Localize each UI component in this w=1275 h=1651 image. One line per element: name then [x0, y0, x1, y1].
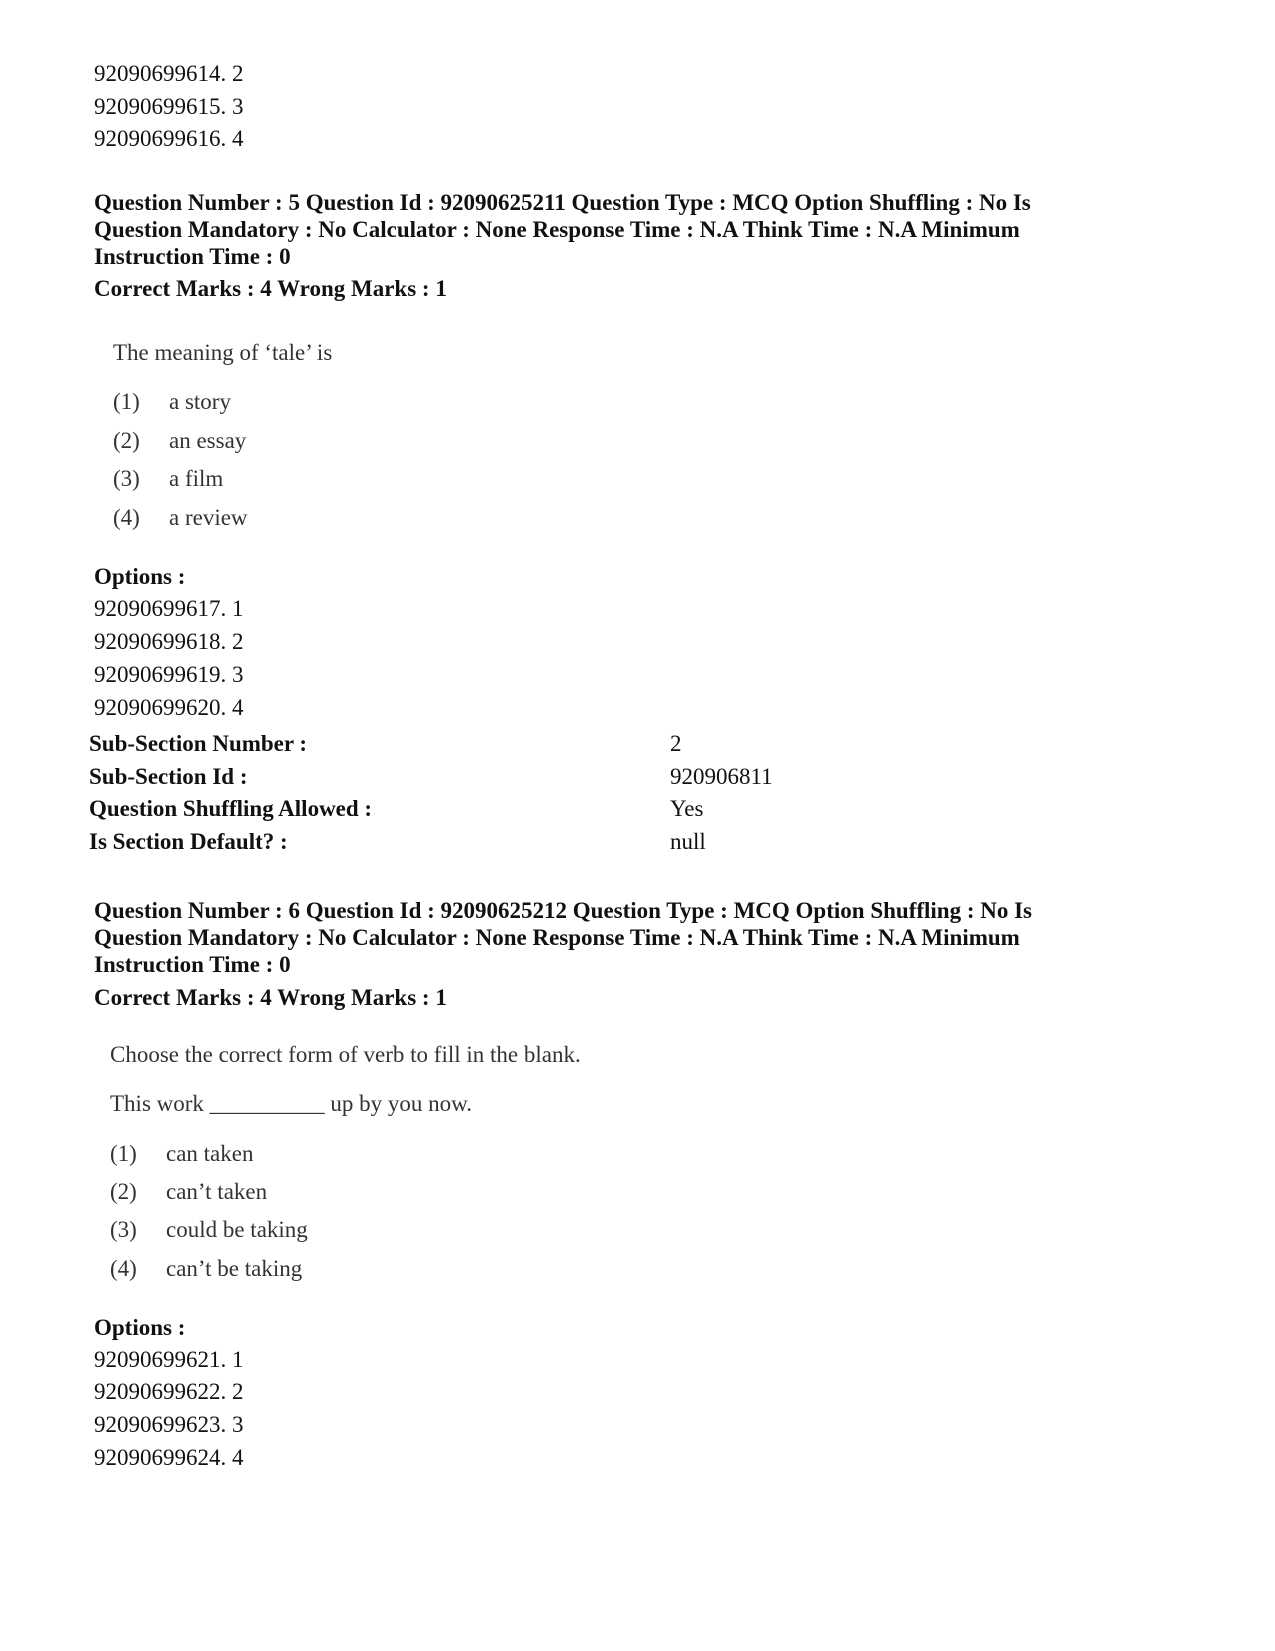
question-5-meta	[94, 189, 1194, 270]
question-6-sentence	[110, 1091, 472, 1117]
sentence-end: up by you now.	[330, 1091, 473, 1116]
subsection-value: 2	[670, 731, 682, 756]
option-line: 92090699621. 1	[94, 1347, 244, 1372]
choice-number: (1)	[113, 389, 140, 414]
subsection-value: Yes	[670, 796, 704, 821]
meta-line: Question Mandatory : No Calculator : None Response Time : N.A Think Time : N.A Minimum	[94, 925, 1020, 950]
meta-line: Question Mandatory : No Calculator : None Response Time : N.A Think Time : N.A Minimum	[94, 217, 1020, 242]
sentence-start: This work	[110, 1091, 204, 1116]
meta-line: Instruction Time : 0	[94, 244, 291, 269]
option-line: 92090699615. 3	[94, 94, 244, 119]
subsection-label: Is Section Default? :	[89, 829, 288, 854]
choice-number: (3)	[110, 1217, 137, 1242]
choice-number: (4)	[113, 505, 140, 530]
choice-text: an essay	[169, 428, 247, 453]
options-label: Options :	[94, 564, 186, 589]
meta-line: Question Number : 6 Question Id : 92090625212 Question Type : MCQ Option Shuffling : No Is	[94, 898, 1033, 923]
sentence-blank: __________	[209, 1091, 325, 1116]
question-5-stem: The meaning of ‘tale’ is	[113, 340, 333, 365]
choice-number: (3)	[113, 466, 140, 491]
choice-number: (1)	[110, 1141, 137, 1166]
option-line: 92090699623. 3	[94, 1412, 244, 1437]
choice-text: can taken	[166, 1141, 254, 1166]
meta-line: Instruction Time : 0	[94, 952, 291, 977]
choice-text: a film	[169, 466, 224, 491]
subsection-value: null	[670, 829, 706, 854]
choice-text: could be taking	[166, 1217, 308, 1242]
option-line: 92090699619. 3	[94, 662, 244, 687]
subsection-label: Sub-Section Number :	[89, 731, 308, 756]
choice-text: can’t taken	[166, 1179, 268, 1204]
subsection-value: 920906811	[670, 764, 773, 789]
meta-line: Question Number : 5 Question Id : 92090625211 Question Type : MCQ Option Shuffling : No Is	[94, 190, 1031, 215]
option-line: 92090699620. 4	[94, 695, 244, 720]
choice-number: (4)	[110, 1256, 137, 1281]
question-5-marks: Correct Marks : 4 Wrong Marks : 1	[94, 276, 447, 301]
option-line: 92090699622. 2	[94, 1379, 244, 1404]
choice-text: a story	[169, 389, 231, 414]
option-line: 92090699618. 2	[94, 629, 244, 654]
option-line: 92090699624. 4	[94, 1445, 244, 1470]
option-line: 92090699617. 1	[94, 596, 244, 621]
question-6-marks: Correct Marks : 4 Wrong Marks : 1	[94, 985, 447, 1010]
subsection-label: Question Shuffling Allowed :	[89, 796, 373, 821]
choice-text: a review	[169, 505, 248, 530]
options-label: Options :	[94, 1315, 186, 1340]
question-6-meta	[94, 897, 1194, 978]
option-line: 92090699616. 4	[94, 126, 244, 151]
choice-number: (2)	[113, 428, 140, 453]
subsection-label: Sub-Section Id :	[89, 764, 248, 789]
choice-text: can’t be taking	[166, 1256, 303, 1281]
question-6-stem: Choose the correct form of verb to fill in the blank.	[110, 1042, 581, 1067]
choice-number: (2)	[110, 1179, 137, 1204]
option-line: 92090699614. 2	[94, 61, 244, 86]
